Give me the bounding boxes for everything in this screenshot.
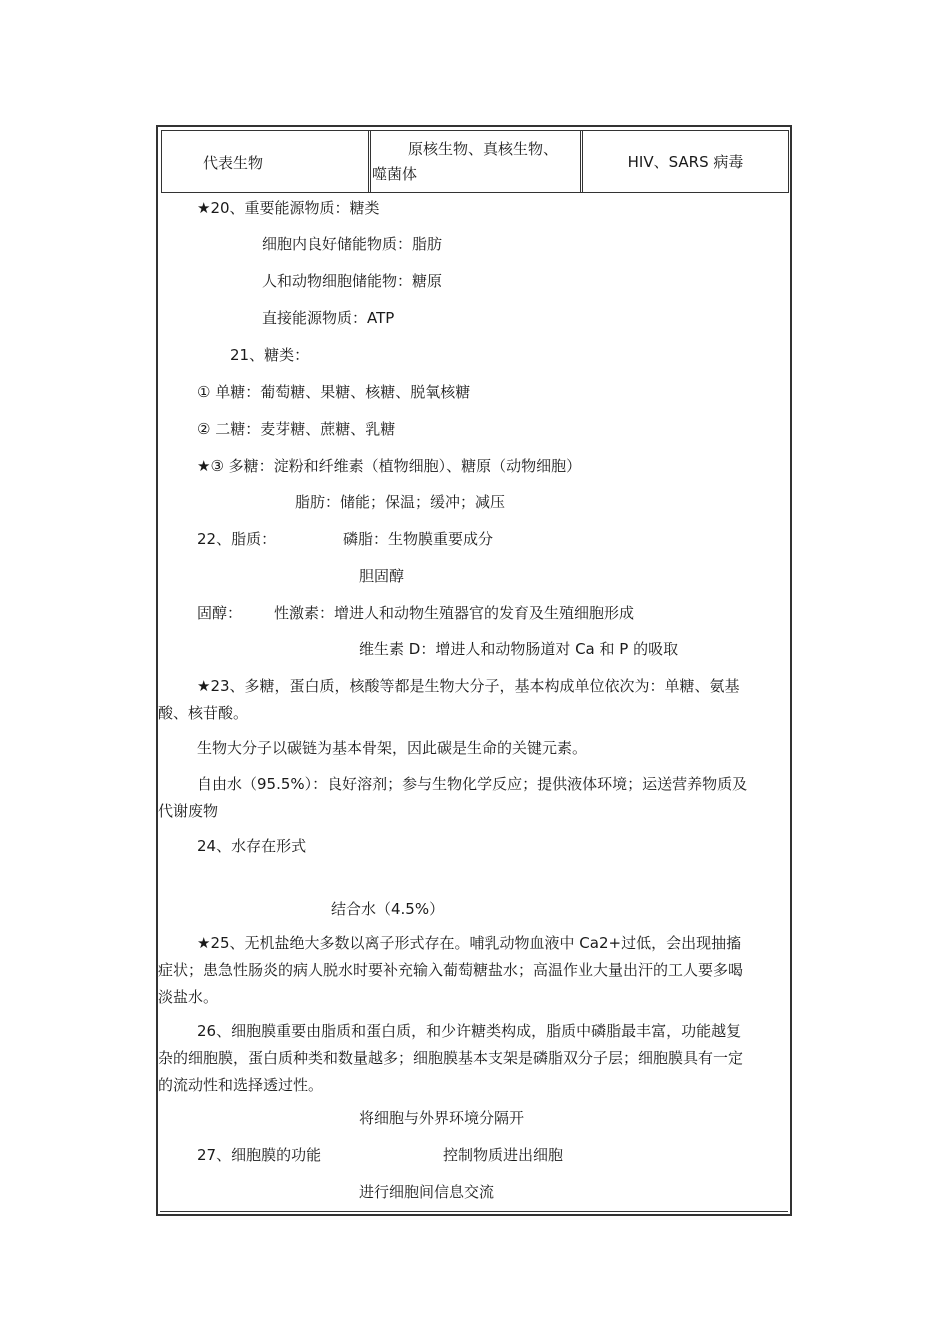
section-27-title: 27、细胞膜的功能 [197,1146,322,1164]
section-22-sterol: 固醇： [197,604,243,622]
cell-text: HIV、SARS 病毒 [627,153,744,171]
section-24-bound-water: 结合水（4.5%） [331,900,445,918]
section-27-function-2: 控制物质进出细胞 [443,1146,564,1164]
section-22-fat: 脂肪：储能；保温；缓冲；减压 [295,493,506,511]
section-21-line-3: ★③ 多糖：淀粉和纤维素（植物细胞）、糖原（动物细胞） [197,457,582,475]
section-21-title: 21、糖类： [230,346,310,364]
table-header-row [161,130,789,193]
section-22-vitamin-d: 维生素 D：增进人和动物肠道对 Ca 和 P 的吸取 [359,640,679,658]
section-22-cholesterol: 胆固醇 [359,567,405,585]
section-21-line-1: ① 单糖：葡萄糖、果糖、核糖、脱氧核糖 [197,383,471,401]
frame-bottom-line [160,1211,788,1212]
section-23-paragraph-1: ★23、多糖，蛋白质，核酸等都是生物大分子，基本构成单位依次为：单糖、氨基酸、核苷酸。 [158,677,740,722]
section-22-sex-hormone: 性激素：增进人和动物生殖器官的发育及生殖细胞形成 [274,604,635,622]
cell-text-line-1: 原核生物、真核生物、 [408,140,559,158]
section-20-line-3: 人和动物细胞储能物：糖原 [262,272,443,290]
section-27-function-3: 进行细胞间信息交流 [359,1183,495,1201]
table-cell-representative [162,131,371,192]
section-20-line-1: ★20、重要能源物质：糖类 [197,199,380,217]
section-20-line-2: 细胞内良好储能物质：脂肪 [262,235,443,253]
cell-label: 代表生物 [203,154,264,172]
section-24-title: 24、水存在形式 [197,837,307,855]
section-23-paragraph-2: 生物大分子以碳链为基本骨架，因此碳是生命的关键元素。 [197,739,588,757]
cell-text-line-2: 噬菌体 [372,165,418,183]
section-20-line-4: 直接能源物质：ATP [262,309,395,327]
section-22-phospholipid: 磷脂：生物膜重要成分 [343,530,494,548]
section-21-line-2: ② 二糖：麦芽糖、蔗糖、乳糖 [197,420,396,438]
section-22-title: 22、脂质： [197,530,277,548]
table-cell-organisms [371,131,583,192]
section-27-function-1: 将细胞与外界环境分隔开 [359,1109,525,1127]
section-23-paragraph-3: 自由水（95.5%）：良好溶剂；参与生物化学反应；提供液体环境；运送营养物质及代谢废物 [158,775,748,820]
table-cell-virus [583,131,788,192]
section-25-paragraph: ★25、无机盐绝大多数以离子形式存在。哺乳动物血液中 Ca2+过低，会出现抽搐症状；患急性肠炎的病人脱水时要补充输入葡萄糖盐水；高温作业大量出汗的工人要多喝淡盐水。 [158,934,744,1006]
section-26-paragraph: 26、细胞膜重要由脂质和蛋白质，和少许糖类构成，脂质中磷脂最丰富，功能越复杂的细胞膜，蛋白质种类和数量越多；细胞膜基本支架是磷脂双分子层；细胞膜具有一定的流动性和选择透过性。 [158,1022,744,1094]
